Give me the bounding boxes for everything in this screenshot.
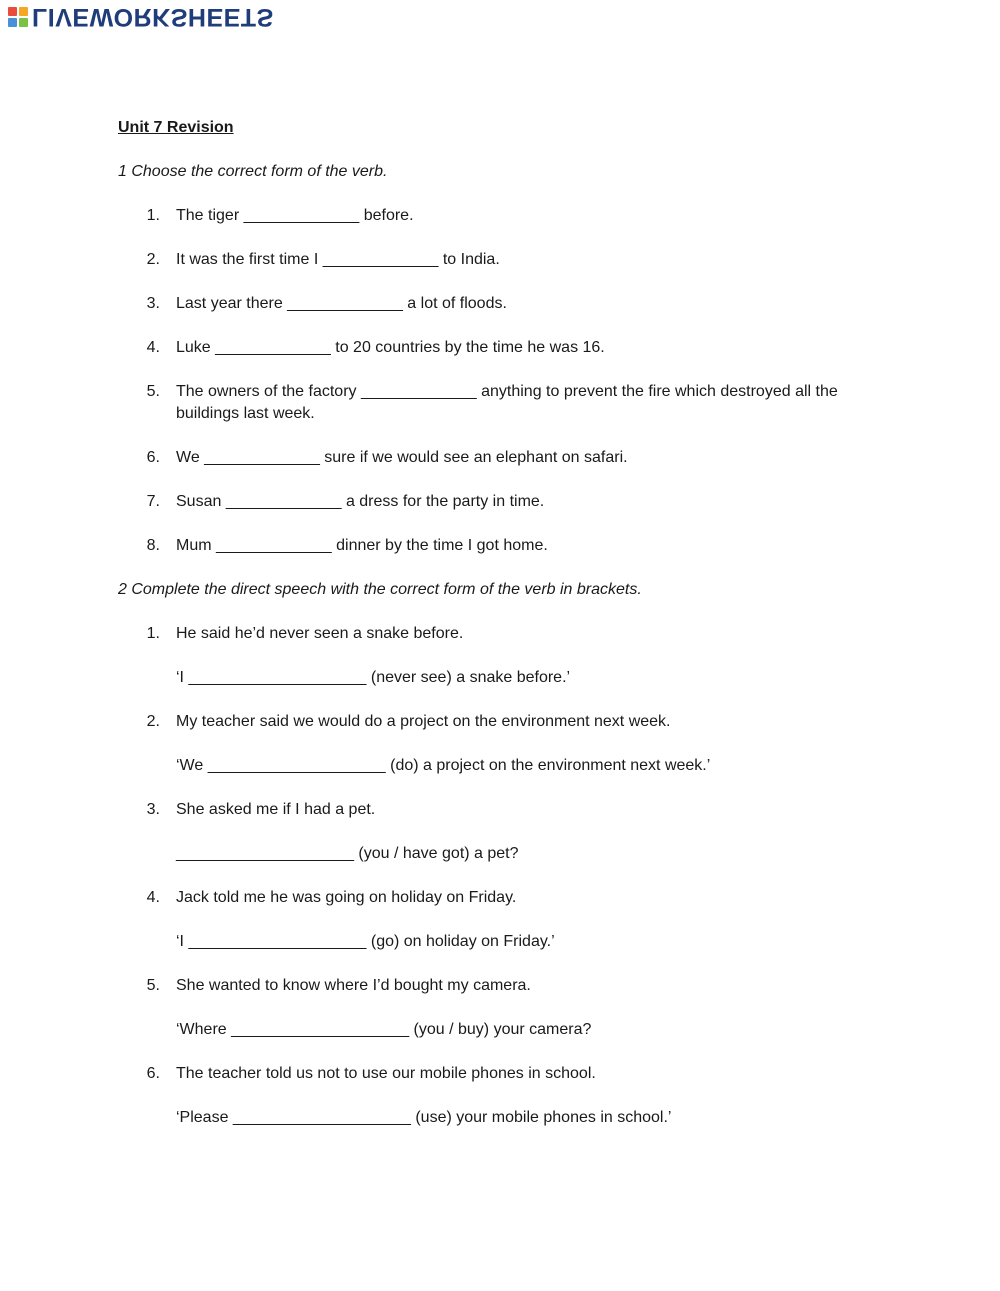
s1-item-text: The tiger _____________ before. — [176, 207, 414, 224]
section2-instruction: 2 Complete the direct speech with the correct form of the verb in brackets. — [118, 581, 642, 598]
s2-item-number: 3. — [146, 801, 160, 818]
s1-item-number: 2. — [146, 251, 160, 268]
s2-reported-speech: She asked me if I had a pet. — [176, 801, 376, 818]
s2-reported-speech: Jack told me he was going on holiday on Friday. — [176, 889, 517, 906]
logo-block-blue — [8, 18, 17, 27]
liveworksheets-logo — [8, 4, 274, 30]
logo-blocks-icon — [8, 7, 28, 27]
logo-block-orange — [19, 7, 28, 16]
s2-reported-speech: He said he’d never seen a snake before. — [176, 625, 464, 642]
logo-block-red — [8, 7, 17, 16]
s1-item-text: Last year there _____________ a lot of floods. — [176, 295, 507, 312]
s1-item-number: 4. — [146, 339, 160, 356]
s1-item-number: 1. — [146, 207, 160, 224]
s2-direct-speech: ‘Please ____________________ (use) your mobile phones in school.’ — [176, 1109, 672, 1126]
s2-reported-speech: She wanted to know where I’d bought my camera. — [176, 977, 531, 994]
s2-direct-speech: ____________________ (you / have got) a pet? — [176, 845, 519, 862]
s1-item-number: 8. — [146, 537, 160, 554]
section1-instruction: 1 Choose the correct form of the verb. — [118, 163, 388, 180]
s2-direct-speech: ‘Where ____________________ (you / buy) your camera? — [176, 1021, 592, 1038]
s2-item-number: 5. — [146, 977, 160, 994]
s1-item-text-continued: buildings last week. — [176, 405, 315, 422]
s1-item-number: 3. — [146, 295, 160, 312]
s1-item-text: Luke _____________ to 20 countries by the time he was 16. — [176, 339, 605, 356]
s2-reported-speech: The teacher told us not to use our mobile phones in school. — [176, 1065, 596, 1082]
logo-block-green — [19, 18, 28, 27]
s2-item-number: 2. — [146, 713, 160, 730]
logo-text: LIVEWORKSHEETS — [32, 3, 274, 31]
s2-item-number: 1. — [146, 625, 160, 642]
s1-item-text: Mum _____________ dinner by the time I got home. — [176, 537, 548, 554]
worksheet-title: Unit 7 Revision — [118, 119, 234, 136]
s2-direct-speech: ‘I ____________________ (go) on holiday on Friday.’ — [176, 933, 555, 950]
s2-item-number: 4. — [146, 889, 160, 906]
s1-item-number: 5. — [146, 383, 160, 400]
s1-item-text: We _____________ sure if we would see an elephant on safari. — [176, 449, 628, 466]
s1-item-number: 6. — [146, 449, 160, 466]
s1-item-text: Susan _____________ a dress for the party in time. — [176, 493, 545, 510]
s2-direct-speech: ‘We ____________________ (do) a project on the environment next week.’ — [176, 757, 711, 774]
s2-reported-speech: My teacher said we would do a project on the environment next week. — [176, 713, 671, 730]
s2-direct-speech: ‘I ____________________ (never see) a snake before.’ — [176, 669, 571, 686]
s1-item-text: It was the first time I _____________ to India. — [176, 251, 500, 268]
s1-item-text: The owners of the factory _____________ anything to prevent the fire which destroyed all the — [176, 383, 838, 400]
s2-item-number: 6. — [146, 1065, 160, 1082]
s1-item-number: 7. — [146, 493, 160, 510]
